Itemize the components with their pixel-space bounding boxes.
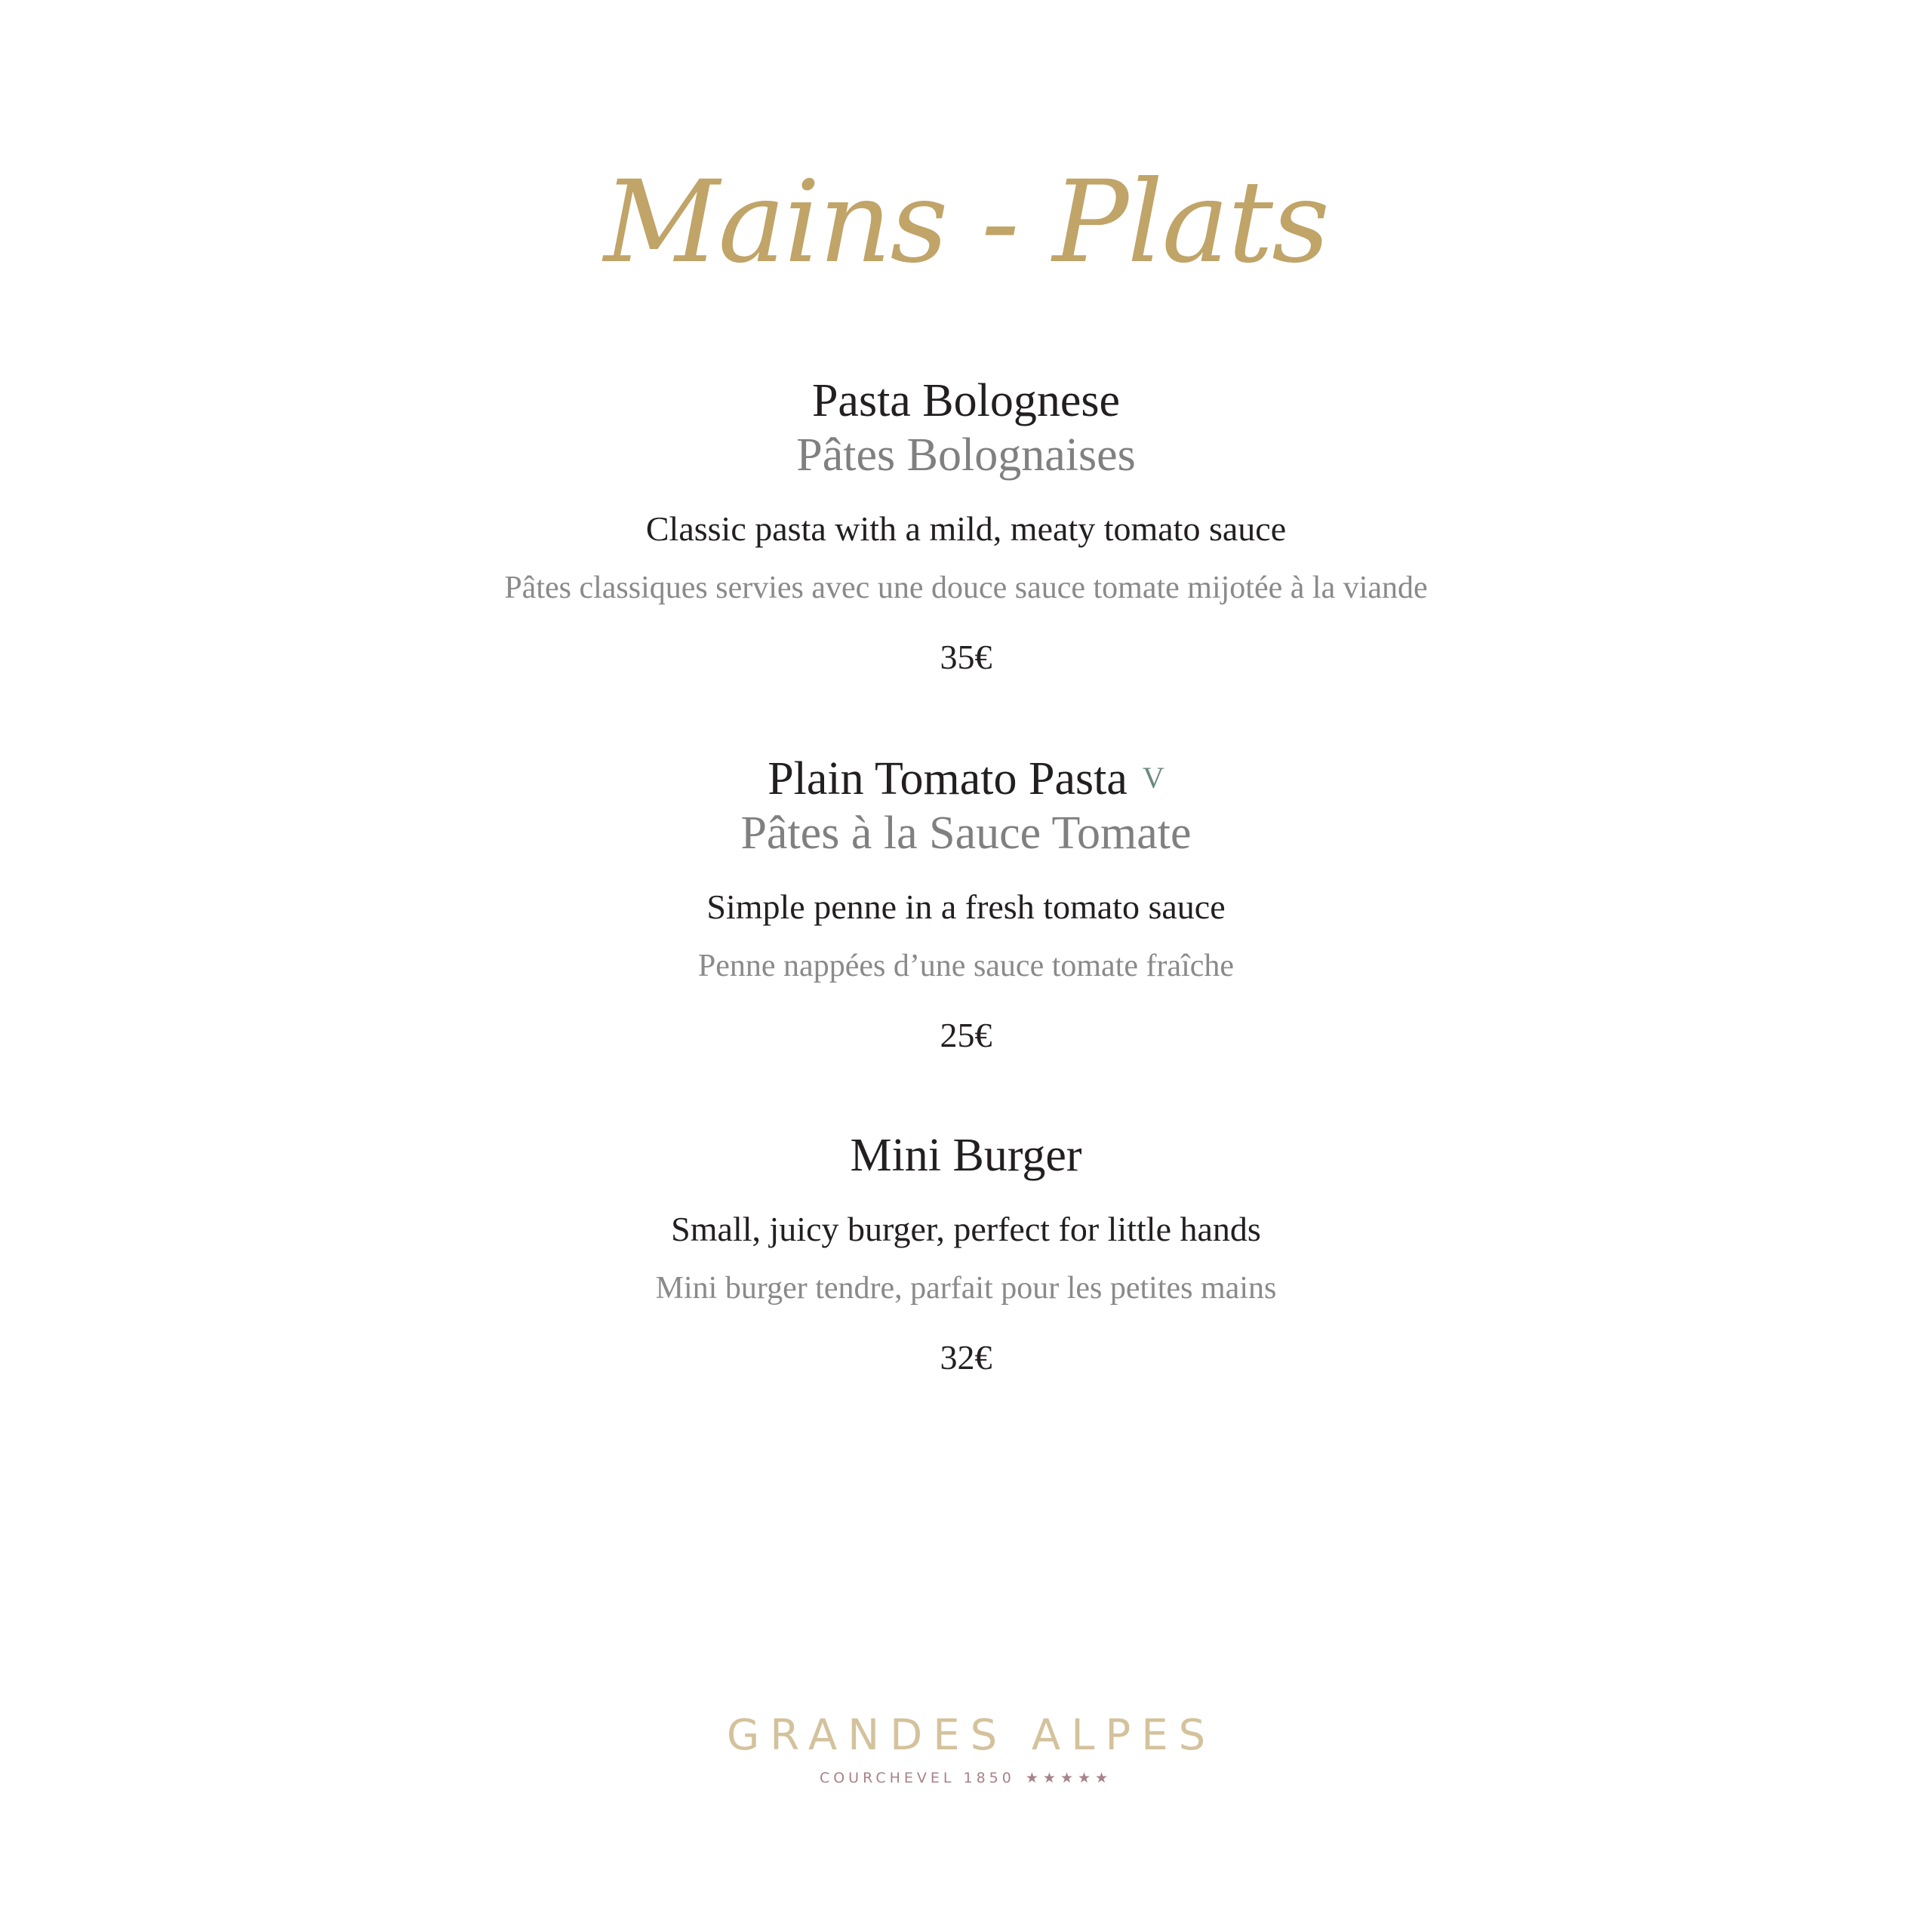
dish-name-fr: Pâtes à la Sauce Tomate — [740, 808, 1192, 859]
dish-price: 25€ — [940, 1016, 992, 1054]
menu-item-plain-tomato-pasta — [0, 751, 1932, 1057]
dish-description-en: Simple penne in a fresh tomato sauce — [706, 888, 1226, 926]
dish-name-fr: Pâtes Bolognaises — [796, 429, 1136, 481]
dish-description-en: Classic pasta with a mild, meaty tomato sauce — [645, 509, 1287, 548]
hotel-logo — [0, 1712, 1932, 1789]
vegetarian-badge: V — [1142, 761, 1164, 795]
dish-name-en: Plain Tomato Pasta — [768, 753, 1128, 804]
dish-description-fr: Mini burger tendre, parfait pour les petites mains — [655, 1271, 1277, 1306]
logo-location: COURCHEVEL 1850 — [819, 1770, 1015, 1786]
dish-name-en: Pasta Bolognese — [811, 375, 1121, 426]
dish-price: 35€ — [940, 638, 992, 676]
logo-subline — [0, 1767, 1932, 1789]
dish-name-en: Mini Burger — [850, 1130, 1082, 1181]
menu-item-mini-burger — [0, 1128, 1932, 1379]
dish-name-en-row — [0, 751, 1932, 806]
star-rating-icon: ★★★★★ — [1025, 1770, 1113, 1786]
dish-description-fr: Pâtes classiques servies avec une douce sauce tomate mijotée à la viande — [504, 571, 1428, 605]
logo-brand-name: GRANDES ALPES — [726, 1711, 1217, 1760]
dish-description-en: Small, juicy burger, perfect for little hands — [671, 1210, 1261, 1248]
menu-item-pasta-bolognese — [0, 374, 1932, 678]
dish-description-fr: Penne nappées d’une sauce tomate fraîche — [697, 949, 1235, 983]
menu-section-title: Mains - Plats — [603, 157, 1329, 288]
dish-price: 32€ — [940, 1338, 992, 1377]
